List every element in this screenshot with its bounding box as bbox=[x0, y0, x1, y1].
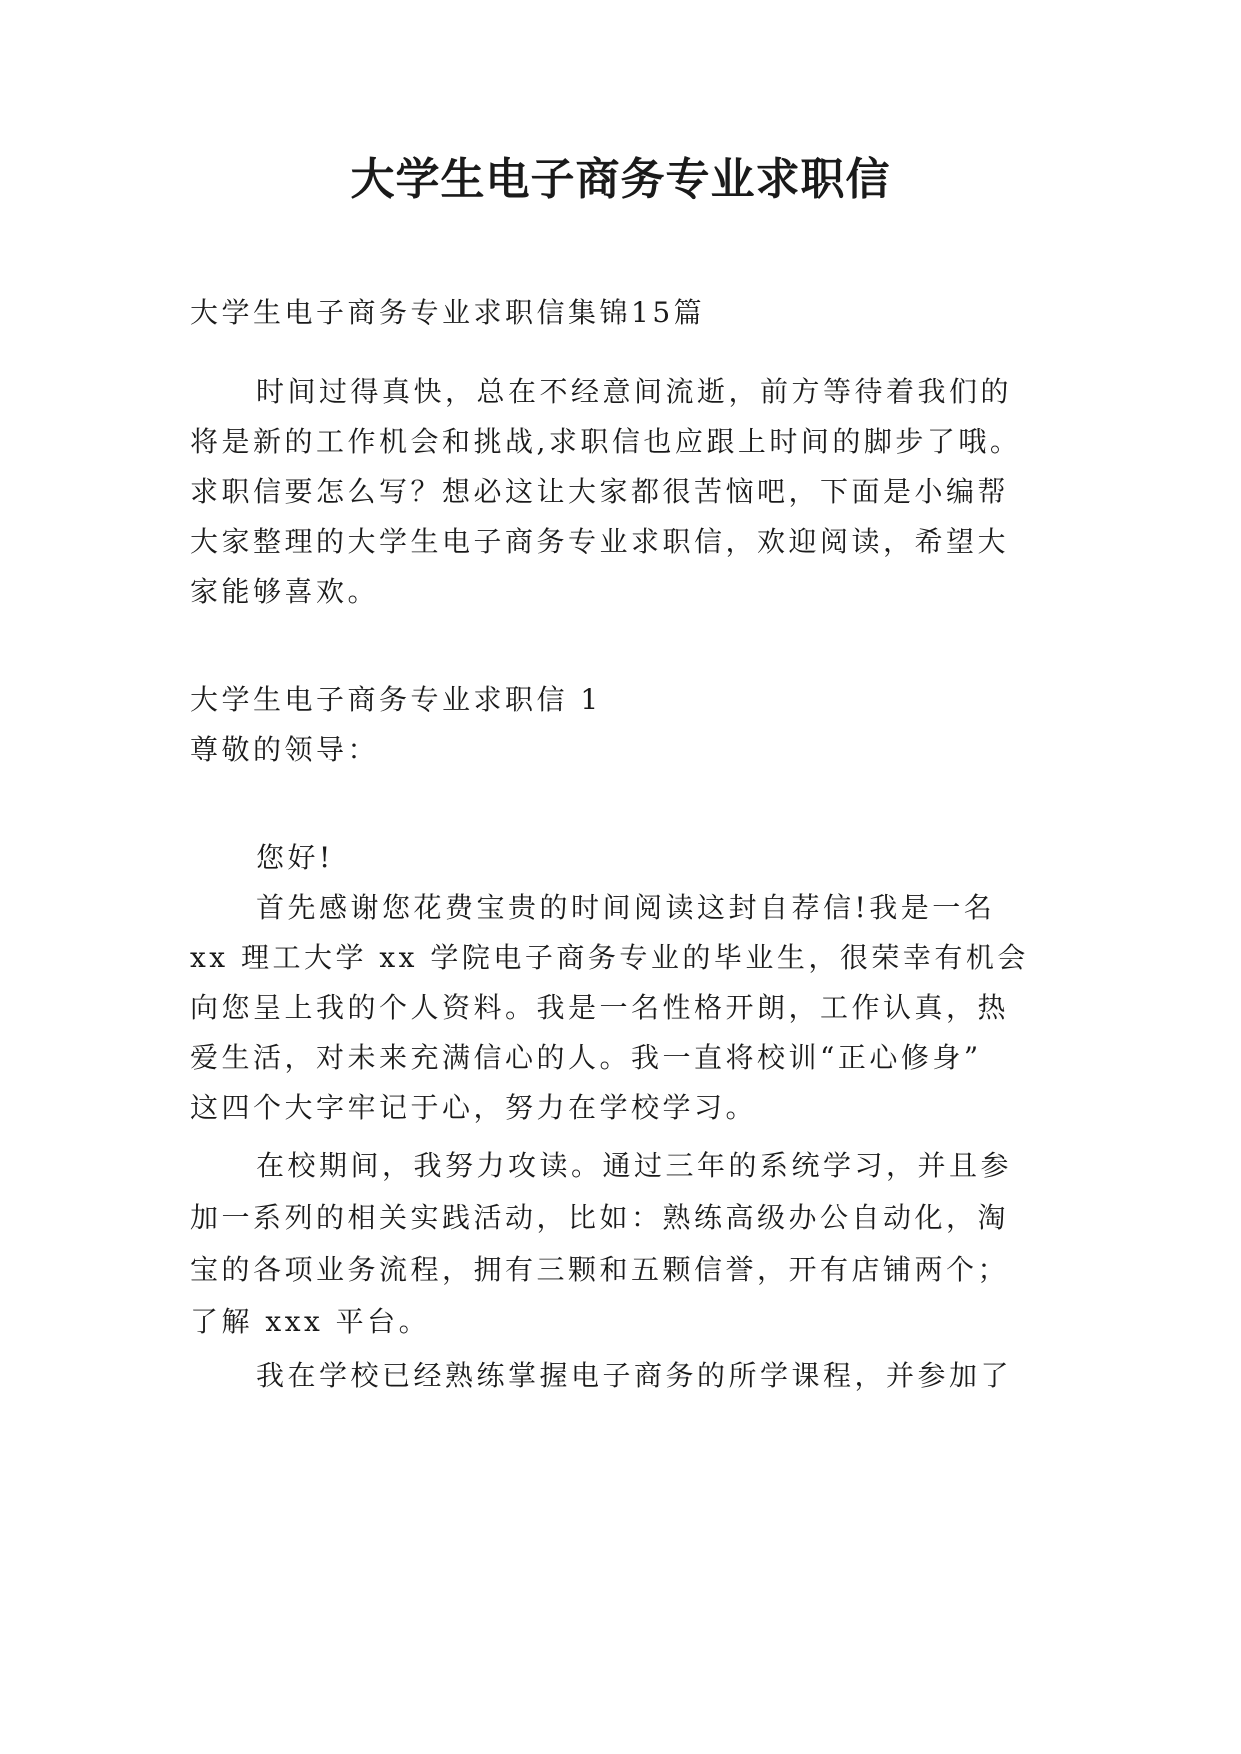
para2-line: 在校期间，我努力攻读。通过三年的系统学习，并且参 bbox=[256, 1149, 1013, 1182]
intro-line: 大家整理的大学生电子商务专业求职信，欢迎阅读，希望大 bbox=[190, 525, 1010, 558]
document-title: 大学生电子商务专业求职信 bbox=[350, 154, 891, 205]
para2-line: 宝的各项业务流程，拥有三颗和五颗信誉，开有店铺两个； bbox=[190, 1253, 1010, 1286]
para1-line: 这四个大字牢记于心，努力在学校学习。 bbox=[190, 1091, 758, 1124]
intro-line: 时间过得真快，总在不经意间流逝，前方等待着我们的 bbox=[256, 375, 1013, 408]
para1-line: xx 理工大学 xx 学院电子商务专业的毕业生，很荣幸有机会 bbox=[190, 941, 1029, 974]
para1-line: 爱生活，对未来充满信心的人。我一直将校训“正心修身” bbox=[190, 1041, 982, 1074]
document-subtitle: 大学生电子商务专业求职信集锦15篇 bbox=[190, 296, 706, 329]
section-heading: 大学生电子商务专业求职信 1 bbox=[190, 683, 602, 716]
para1-line: 首先感谢您花费宝贵的时间阅读这封自荐信!我是一名 bbox=[256, 891, 996, 924]
para2-line: 了解 xxx 平台。 bbox=[190, 1305, 431, 1338]
salutation: 尊敬的领导： bbox=[190, 733, 380, 766]
intro-line: 求职信要怎么写？想必这让大家都很苦恼吧，下面是小编帮 bbox=[190, 475, 1010, 508]
para1-line: 向您呈上我的个人资料。我是一名性格开朗，工作认真，热 bbox=[190, 991, 1010, 1024]
greeting: 您好! bbox=[256, 841, 334, 874]
intro-line: 家能够喜欢。 bbox=[190, 575, 380, 608]
para3-line: 我在学校已经熟练掌握电子商务的所学课程，并参加了 bbox=[256, 1359, 1013, 1392]
intro-line: 将是新的工作机会和挑战,求职信也应跟上时间的脚步了哦。 bbox=[190, 425, 1022, 458]
para2-line: 加一系列的相关实践活动，比如：熟练高级办公自动化，淘 bbox=[190, 1201, 1010, 1234]
